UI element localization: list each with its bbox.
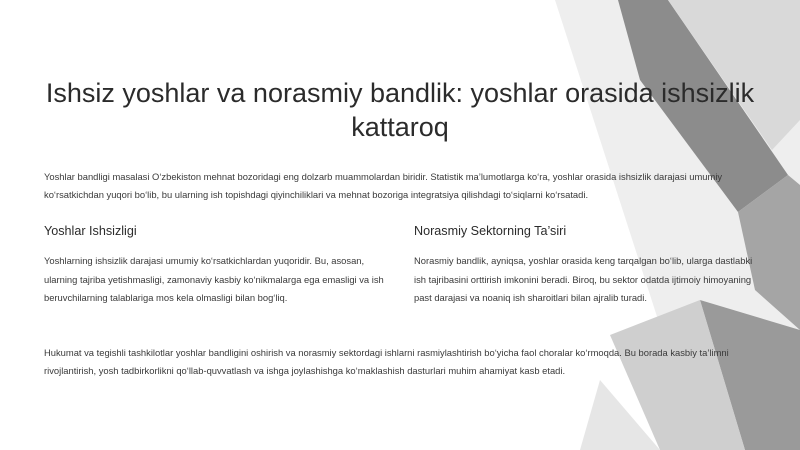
left-column-text: Yoshlarning ishsizlik darajasi umumiy ko‘rsatkichlardan yuqoridir. Bu, asosan, ularning tajriba yetishmasligi, zamonaviy kasbiy ko‘nikmalarga ega emasligi va ish beruvchilarning talablariga mos kela olmasligi bilan bog‘liq. — [44, 255, 384, 303]
right-column-text: Norasmiy bandlik, ayniqsa, yoshlar orasida keng tarqalgan bo‘lib, ularga dastlabki ish tajribasini orttirish imkonini beradi. Biroq, bu sektor odatda ijtimoiy himoyaning past darajasi va noaniq ish sharoitlari bilan ajralib turadi. — [414, 255, 753, 303]
left-column-heading: Yoshlar Ishsizligi — [44, 224, 137, 238]
conclusion-paragraph: Hukumat va tegishli tashkilotlar yoshlar bandligini oshirish va norasmiy sektordagi ishlarni rasmiylashtirish bo‘yicha faol choralar ko‘rmoqda. Bu borada kasbiy ta’limni rivojlantirish, yosh tadbirkorlikni qo‘llab-quvvatlash va ishga joylashishga ko‘maklashish dasturlari muhim ahamiyat kasb etadi. — [44, 347, 729, 376]
right-column-heading: Norasmiy Sektorning Ta’siri — [414, 224, 567, 238]
slide-title: Ishsiz yoshlar va norasmiy bandlik: yoshlar orasida ishsizlik kattaroq — [45, 78, 755, 142]
intro-paragraph: Yoshlar bandligi masalasi O‘zbekiston mehnat bozoridagi eng dolzarb muammolardan biridir. Statistik ma’lumotlarga ko‘ra, yoshlar orasida ishsizlik darajasi umumiy ko‘rsatkichdan yuqori bo‘lib, bu ularning ish topishdagi qiyinchiliklari va mehnat bozoriga integratsiya qilishdagi to‘siqlarni ko‘rsatadi. — [44, 171, 723, 200]
